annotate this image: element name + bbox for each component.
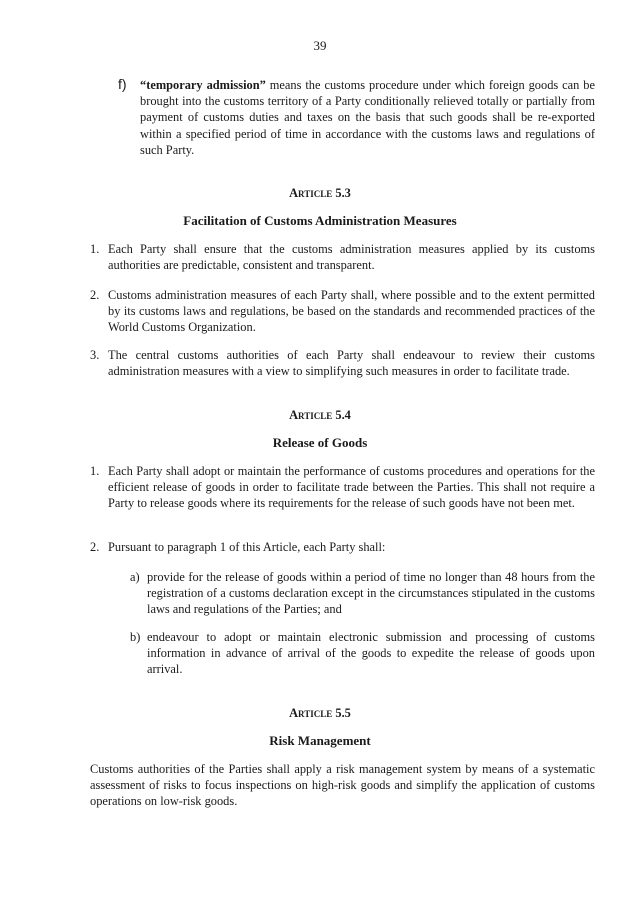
definition-item-f: [118, 77, 595, 158]
article-number: 5.3: [335, 186, 351, 200]
item-text: Each Party shall ensure that the customs administration measures applied by its customs authorities are predictable, consistent and transparent.: [108, 242, 595, 273]
article-5-5-paragraph: Customs authorities of the Parties shall apply a risk management system by means of a systematic assessment of risks to focus inspections on high-risk goods and simplify the application of customs operations on low-risk goods.: [90, 762, 595, 809]
article-5-3-item-1: [90, 241, 595, 273]
article-5-4-subitem-b: [130, 629, 595, 678]
article-number: 5.4: [335, 408, 351, 422]
article-number: 5.5: [335, 706, 351, 720]
article-5-4-item-1: [90, 463, 595, 512]
subitem-text: provide for the release of goods within a period of time no longer than 48 hours from the registration of a customs declaration except in the circumstances stipulated in the customs laws and regulations of the Parties; and: [147, 570, 595, 617]
article-5-4-item-2: [90, 539, 595, 555]
definition-body: means the customs procedure under which foreign goods can be brought into the customs territory of a Party conditionally relieved totally or partially from payment of customs duties and taxes on the basis that such goods shall be re-exported within a specified period of time in accordance with the customs laws and regulations of such Party.: [140, 78, 595, 157]
article-5-3-heading: [0, 185, 640, 201]
item-number: 3.: [90, 348, 100, 362]
article-5-4-heading: [0, 407, 640, 423]
article-5-3-title: Facilitation of Customs Administration Measures: [183, 213, 457, 228]
article-word: Article: [289, 408, 333, 422]
article-5-3-item-2: [90, 287, 595, 336]
definition-label: f): [118, 76, 127, 92]
article-5-3-item-3: [90, 347, 595, 379]
article-5-5-title: Risk Management: [269, 733, 371, 748]
article-word: Article: [289, 706, 333, 720]
subitem-label: a): [130, 570, 140, 584]
page-number: 39: [313, 38, 327, 53]
item-number: 2.: [90, 540, 100, 554]
article-word: Article: [289, 186, 333, 200]
definition-term: “temporary admission”: [140, 78, 266, 92]
item-text: The central customs authorities of each Party shall endeavour to review their customs administration measures with a view to simplifying such measures in order to facilitate trade.: [108, 348, 595, 379]
article-5-4-subitem-a: [130, 569, 595, 618]
subitem-label: b): [130, 630, 141, 644]
item-number: 1.: [90, 464, 100, 478]
item-number: 2.: [90, 288, 100, 302]
article-5-4-title: Release of Goods: [272, 435, 368, 450]
item-text: Customs administration measures of each Party shall, where possible and to the extent permitted by its customs laws and regulations, be based on the standards and recommended practices of the World Customs Organization.: [108, 288, 595, 335]
item-text: Each Party shall adopt or maintain the performance of customs procedures and operations for the efficient release of goods in order to facilitate trade between the Parties. This shall not require a Party to release goods where its requirements for the release of such goods have not been met.: [108, 464, 595, 511]
article-5-5-heading: [0, 705, 640, 721]
item-number: 1.: [90, 242, 100, 256]
subitem-text: endeavour to adopt or maintain electronic submission and processing of customs information in advance of arrival of the goods to expedite the release of goods upon arrival.: [147, 630, 595, 677]
definition-text: [140, 77, 595, 158]
item-text: Pursuant to paragraph 1 of this Article, each Party shall:: [108, 540, 386, 554]
